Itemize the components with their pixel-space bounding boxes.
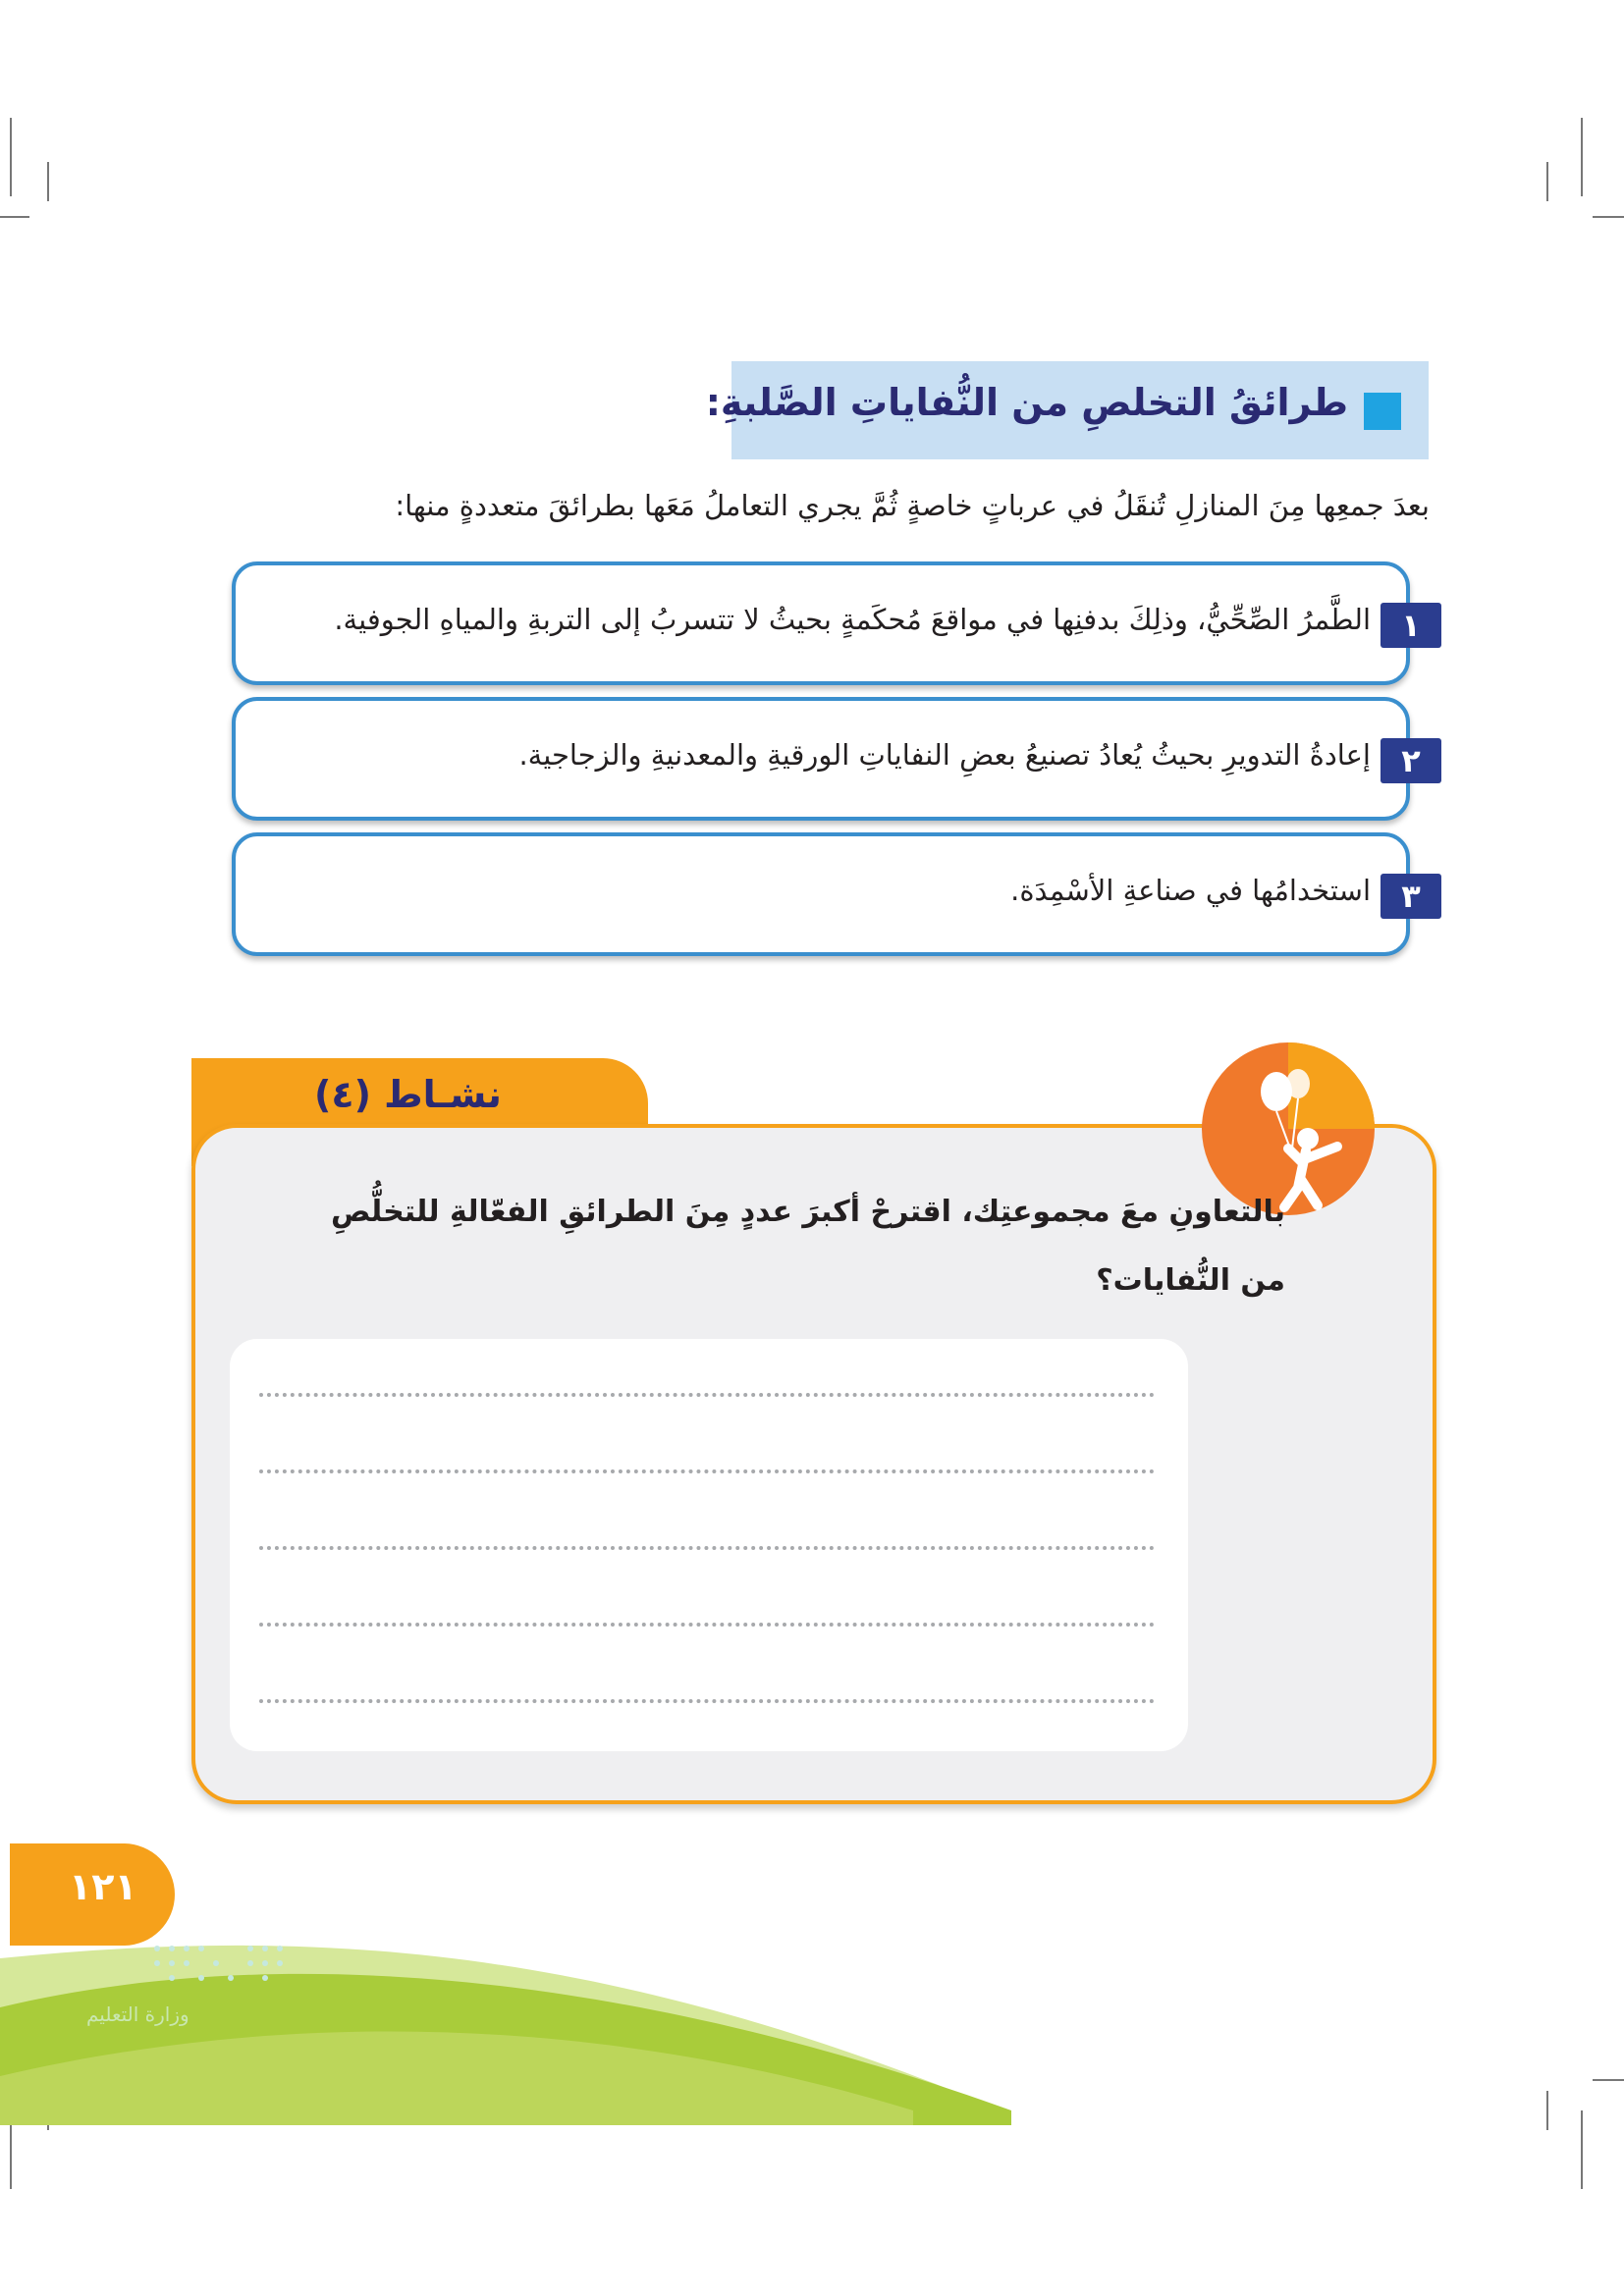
- crop-mark: [1581, 118, 1583, 196]
- crop-mark: [10, 118, 12, 196]
- answer-line[interactable]: [259, 1393, 1155, 1397]
- answer-area[interactable]: [230, 1339, 1188, 1751]
- crop-mark: [1546, 162, 1548, 201]
- heading-square-icon: [1364, 393, 1401, 430]
- item-text: إعادةُ التدويرِ بحيثُ يُعادُ تصنيعُ بعضِ النفاياتِ الورقيةِ والمعدنيةِ والزجاجية.: [518, 738, 1371, 772]
- answer-line[interactable]: [259, 1699, 1155, 1703]
- item-text: الطَّمرُ الصِّحِّيُّ، وذلِكَ بدفنِها في مواقعَ مُحكَمةٍ بحيثُ لا تتسربُ إلى التربةِ والمياهِ الجوفية.: [334, 603, 1371, 636]
- intro-text: بعدَ جمعِها مِنَ المنازلِ تُنقَلُ في عرباتٍ خاصةٍ ثُمَّ يجري التعاملُ مَعَها بطرائقَ متعددةٍ منها:: [395, 489, 1430, 522]
- activity-label: نشـاط (٤): [314, 1073, 502, 1116]
- answer-line[interactable]: [259, 1469, 1155, 1473]
- list-item: [232, 561, 1421, 685]
- page-number-tab: [10, 1843, 175, 1946]
- crop-mark: [1593, 216, 1624, 218]
- section-title: طرائقُ التخلصِ من النُّفاياتِ الصَّلبةِ:: [705, 381, 1348, 424]
- ministry-logo-text: وزارة التعليم: [86, 2002, 189, 2026]
- crop-mark: [47, 162, 49, 201]
- item-number: ٣: [1380, 874, 1441, 919]
- list-item: [232, 832, 1421, 956]
- footer-wave: [0, 1899, 1624, 2125]
- answer-line[interactable]: [259, 1546, 1155, 1550]
- item-number: ١: [1380, 603, 1441, 648]
- section-heading: [705, 361, 1429, 459]
- activity-question: بالتعاونِ معَ مجموعتِك، اقترحْ أكبرَ عددٍ مِنَ الطرائقِ الفعّالةِ للتخلُّصِ من النُّفايات؟: [331, 1195, 1285, 1298]
- answer-line[interactable]: [259, 1623, 1155, 1627]
- item-text: استخدامُها في صناعةِ الأسْمِدَة.: [1010, 874, 1371, 907]
- page-number: ١٢١: [69, 1865, 137, 1908]
- list-item: [232, 697, 1421, 821]
- item-number: ٢: [1380, 738, 1441, 783]
- crop-mark: [0, 216, 29, 218]
